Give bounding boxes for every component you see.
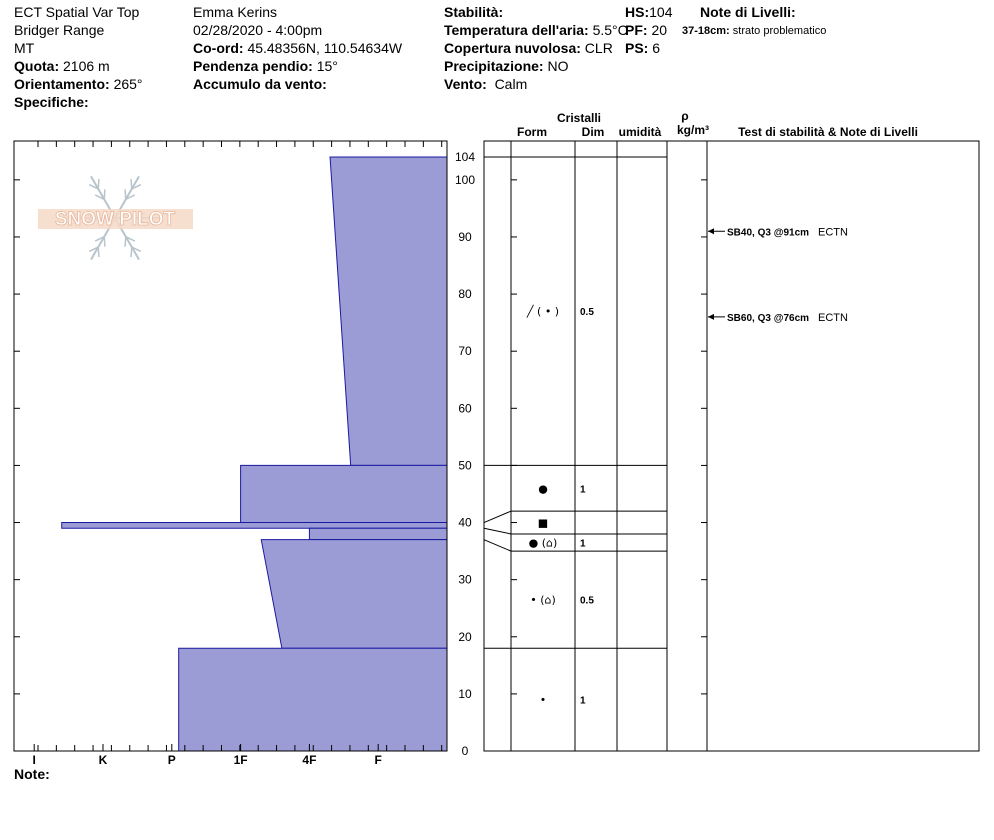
test-result-2: SB60, Q3 @76cm (727, 312, 810, 324)
hardness-layer-5 (261, 540, 447, 649)
snowpilot-logo (38, 176, 193, 259)
hardness-tick-label-P: P (167, 753, 176, 767)
hardness-layer-4 (309, 528, 447, 539)
ski-penetration: PS: 6 (625, 40, 661, 56)
header-tests: Test di stabilità & Note di Livelli (738, 125, 918, 139)
layer-note: 37-18cm: strato problematico (682, 25, 827, 37)
header-form: Form (517, 125, 547, 139)
header-rho: ρ (681, 109, 689, 123)
crystal-size-2: 1 (580, 484, 586, 496)
test-result-1: SB40, Q3 @91cm (727, 227, 810, 239)
crystal-size-5: 0.5 (580, 595, 594, 607)
depth-tick-label: 20 (458, 629, 472, 644)
header-dim: Dim (581, 125, 605, 139)
observation-datetime: 02/28/2020 - 4:00pm (193, 22, 323, 38)
layer-notes-title: Note di Livelli: (700, 4, 796, 20)
hardness-profile (62, 157, 447, 751)
crystal-form-5: • (⌂) (530, 593, 556, 607)
header-density-unit: kg/m³ (676, 123, 710, 137)
depth-axis (455, 150, 475, 758)
hardness-tick-label-1F: 1F (233, 753, 248, 767)
hardness-layer-1 (330, 157, 447, 465)
crystal-size-1: 0.5 (580, 307, 594, 319)
crystal-form-3: ■ (537, 516, 549, 530)
hardness-layer-3 (62, 523, 447, 529)
test-arrow-head-icon (708, 228, 714, 234)
snowflake-branch-icon (98, 247, 99, 257)
depth-tick-label: 30 (458, 572, 472, 587)
crystal-size-4: 1 (580, 538, 586, 550)
precipitation: Precipitazione: NO (444, 58, 569, 74)
snowflake-branch-icon (104, 237, 105, 247)
specifics: Specifiche: (14, 94, 89, 110)
wind-loading: Accumulo da vento: (193, 76, 327, 92)
test-ect-2: ECTN (818, 311, 848, 324)
hardness-layer-2 (241, 465, 447, 522)
snowflake-branch-icon (131, 179, 132, 189)
header-crystals: Cristalli (556, 111, 602, 125)
crystal-form-6: • (539, 693, 547, 707)
snowflake-branch-icon (125, 189, 126, 199)
crystal-form-2: ● (538, 482, 548, 496)
elevation: Quota: 2106 m (14, 58, 110, 74)
test-arrow-head-icon (708, 314, 714, 320)
depth-tick-label: 70 (458, 344, 472, 359)
stability-tests (708, 226, 848, 324)
depth-tick-label: 80 (458, 287, 472, 302)
profile-name: ECT Spatial Var Top (14, 4, 140, 20)
crystal-form-1: ╱ ( • ) (526, 305, 560, 319)
hardness-tick-label-K: K (98, 753, 108, 767)
hardness-layer-6 (179, 648, 447, 751)
slope-angle: Pendenza pendio: 15° (193, 58, 338, 74)
depth-tick-label: 0 (461, 744, 469, 758)
crystal-size-6: 1 (580, 695, 586, 707)
location-state: MT (14, 40, 35, 56)
air-temperature: Temperatura dell'aria: 5.5°C (444, 22, 628, 38)
aspect: Orientamento: 265° (14, 76, 143, 92)
coordinates: Co-ord: 45.48356N, 110.54634W (193, 40, 403, 56)
observer-name: Emma Kerins (193, 4, 278, 20)
depth-tick-label: 10 (458, 686, 472, 701)
depth-tick-label: 90 (458, 229, 472, 244)
snow-height: HS:104 (625, 4, 673, 20)
snowflake-branch-icon (98, 179, 99, 189)
snowflake-branch-icon (125, 237, 126, 247)
cloud-cover: Copertura nuvolosa: CLR (444, 40, 613, 56)
depth-tick-label: 104 (454, 150, 476, 164)
snowflake-branch-icon (131, 247, 132, 257)
snowflake-branch-icon (104, 189, 105, 199)
hardness-tick-label-F: F (374, 753, 382, 767)
header-moisture: umidità (618, 125, 662, 139)
logo-text: SNOW PILOT (54, 209, 176, 230)
location-range: Bridger Range (14, 22, 105, 38)
wind: Vento: Calm (444, 76, 528, 92)
column-headers (517, 109, 918, 139)
depth-tick-label: 60 (458, 401, 472, 416)
depth-tick-label: 40 (458, 515, 472, 530)
hardness-tick-label-I: I (32, 753, 36, 767)
foot-penetration: PF: 20 (625, 22, 668, 38)
depth-tick-label: 50 (458, 458, 472, 473)
depth-tick-label: 100 (454, 172, 476, 187)
test-ect-1: ECTN (818, 226, 848, 239)
crystal-form-4: ● (⌂) (528, 536, 558, 550)
hardness-tick-label-4F: 4F (302, 753, 317, 767)
stability: Stabilità: (444, 4, 504, 20)
note-label: Note: (14, 766, 50, 782)
